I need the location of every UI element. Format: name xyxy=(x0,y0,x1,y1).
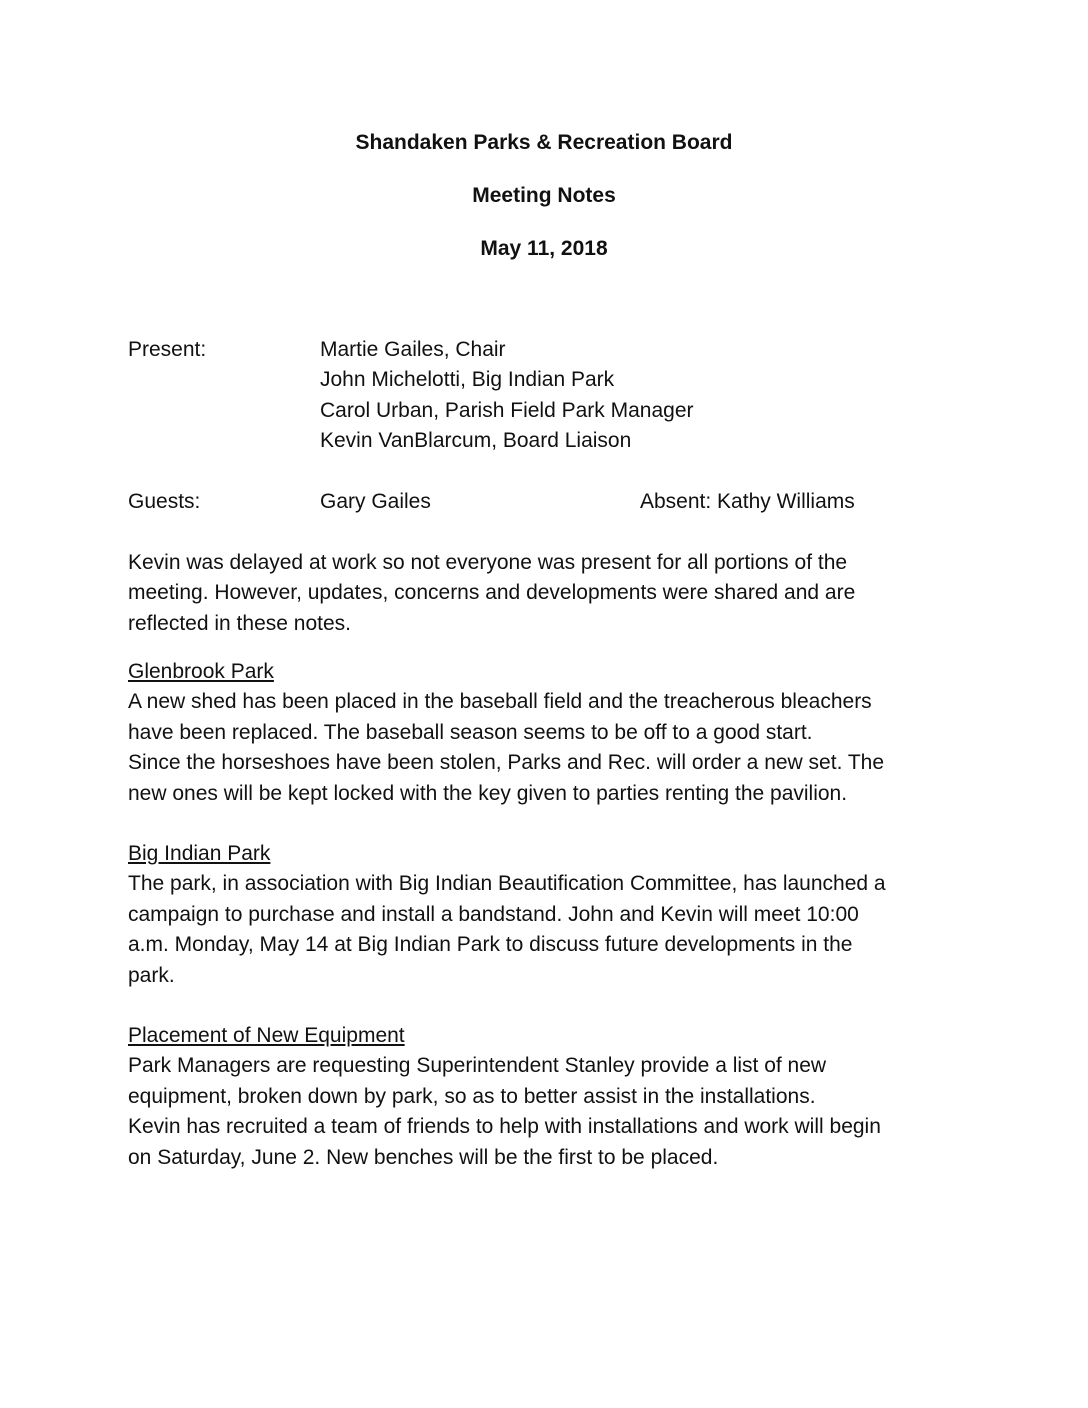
section-glenbrook-park xyxy=(128,657,968,809)
section-new-equipment xyxy=(128,1021,968,1173)
section-title: Glenbrook Park xyxy=(128,660,274,683)
paragraph-line: park. xyxy=(128,963,175,987)
paragraph-line: new ones will be kept locked with the key given to parties renting the pavilion. xyxy=(128,781,848,805)
paragraph-line: campaign to purchase and install a bandstand. John and Kevin will meet 10:00 xyxy=(128,902,859,926)
paragraph-line: A new shed has been placed in the baseball field and the treacherous bleachers xyxy=(128,690,872,714)
absent-entry: Absent: Kathy Williams xyxy=(640,490,855,513)
meeting-date: May 11, 2018 xyxy=(480,237,608,260)
doc-type-title: Meeting Notes xyxy=(472,184,616,207)
attendee: Carol Urban, Parish Field Park Manager xyxy=(320,399,694,422)
paragraph-line: on Saturday, June 2. New benches will be the first to be placed. xyxy=(128,1145,719,1169)
paragraph-line: Park Managers are requesting Superintendent Stanley provide a list of new xyxy=(128,1054,827,1078)
attendee: Kevin VanBlarcum, Board Liaison xyxy=(320,429,632,452)
section-big-indian-park xyxy=(128,839,968,991)
paragraph-line: Since the horseshoes have been stolen, Parks and Rec. will order a new set. The xyxy=(128,751,885,775)
intro-paragraph xyxy=(128,548,968,639)
paragraph-line: a.m. Monday, May 14 at Big Indian Park to discuss future developments in the xyxy=(128,933,853,957)
paragraph-line: meeting. However, updates, concerns and developments were shared and are xyxy=(128,581,856,605)
paragraph-line: equipment, broken down by park, so as to better assist in the installations. xyxy=(128,1084,816,1108)
paragraph-line: Kevin has recruited a team of friends to help with installations and work will begin xyxy=(128,1115,881,1139)
attendee: Martie Gailes, Chair xyxy=(320,338,506,361)
paragraph-line: The park, in association with Big Indian Beautification Committee, has launched a xyxy=(128,872,886,896)
section-title: Big Indian Park xyxy=(128,842,271,865)
guest-name: Gary Gailes xyxy=(320,490,431,513)
org-title: Shandaken Parks & Recreation Board xyxy=(355,131,733,154)
paragraph-line: have been replaced. The baseball season seems to be off to a good start. xyxy=(128,720,813,744)
paragraph-line: Kevin was delayed at work so not everyone was present for all portions of the xyxy=(128,551,848,574)
paragraph-line: reflected in these notes. xyxy=(128,611,351,635)
guests-label: Guests: xyxy=(128,490,201,513)
present-label: Present: xyxy=(128,338,207,361)
attendee: John Michelotti, Big Indian Park xyxy=(320,368,615,391)
section-title: Placement of New Equipment xyxy=(128,1024,405,1047)
